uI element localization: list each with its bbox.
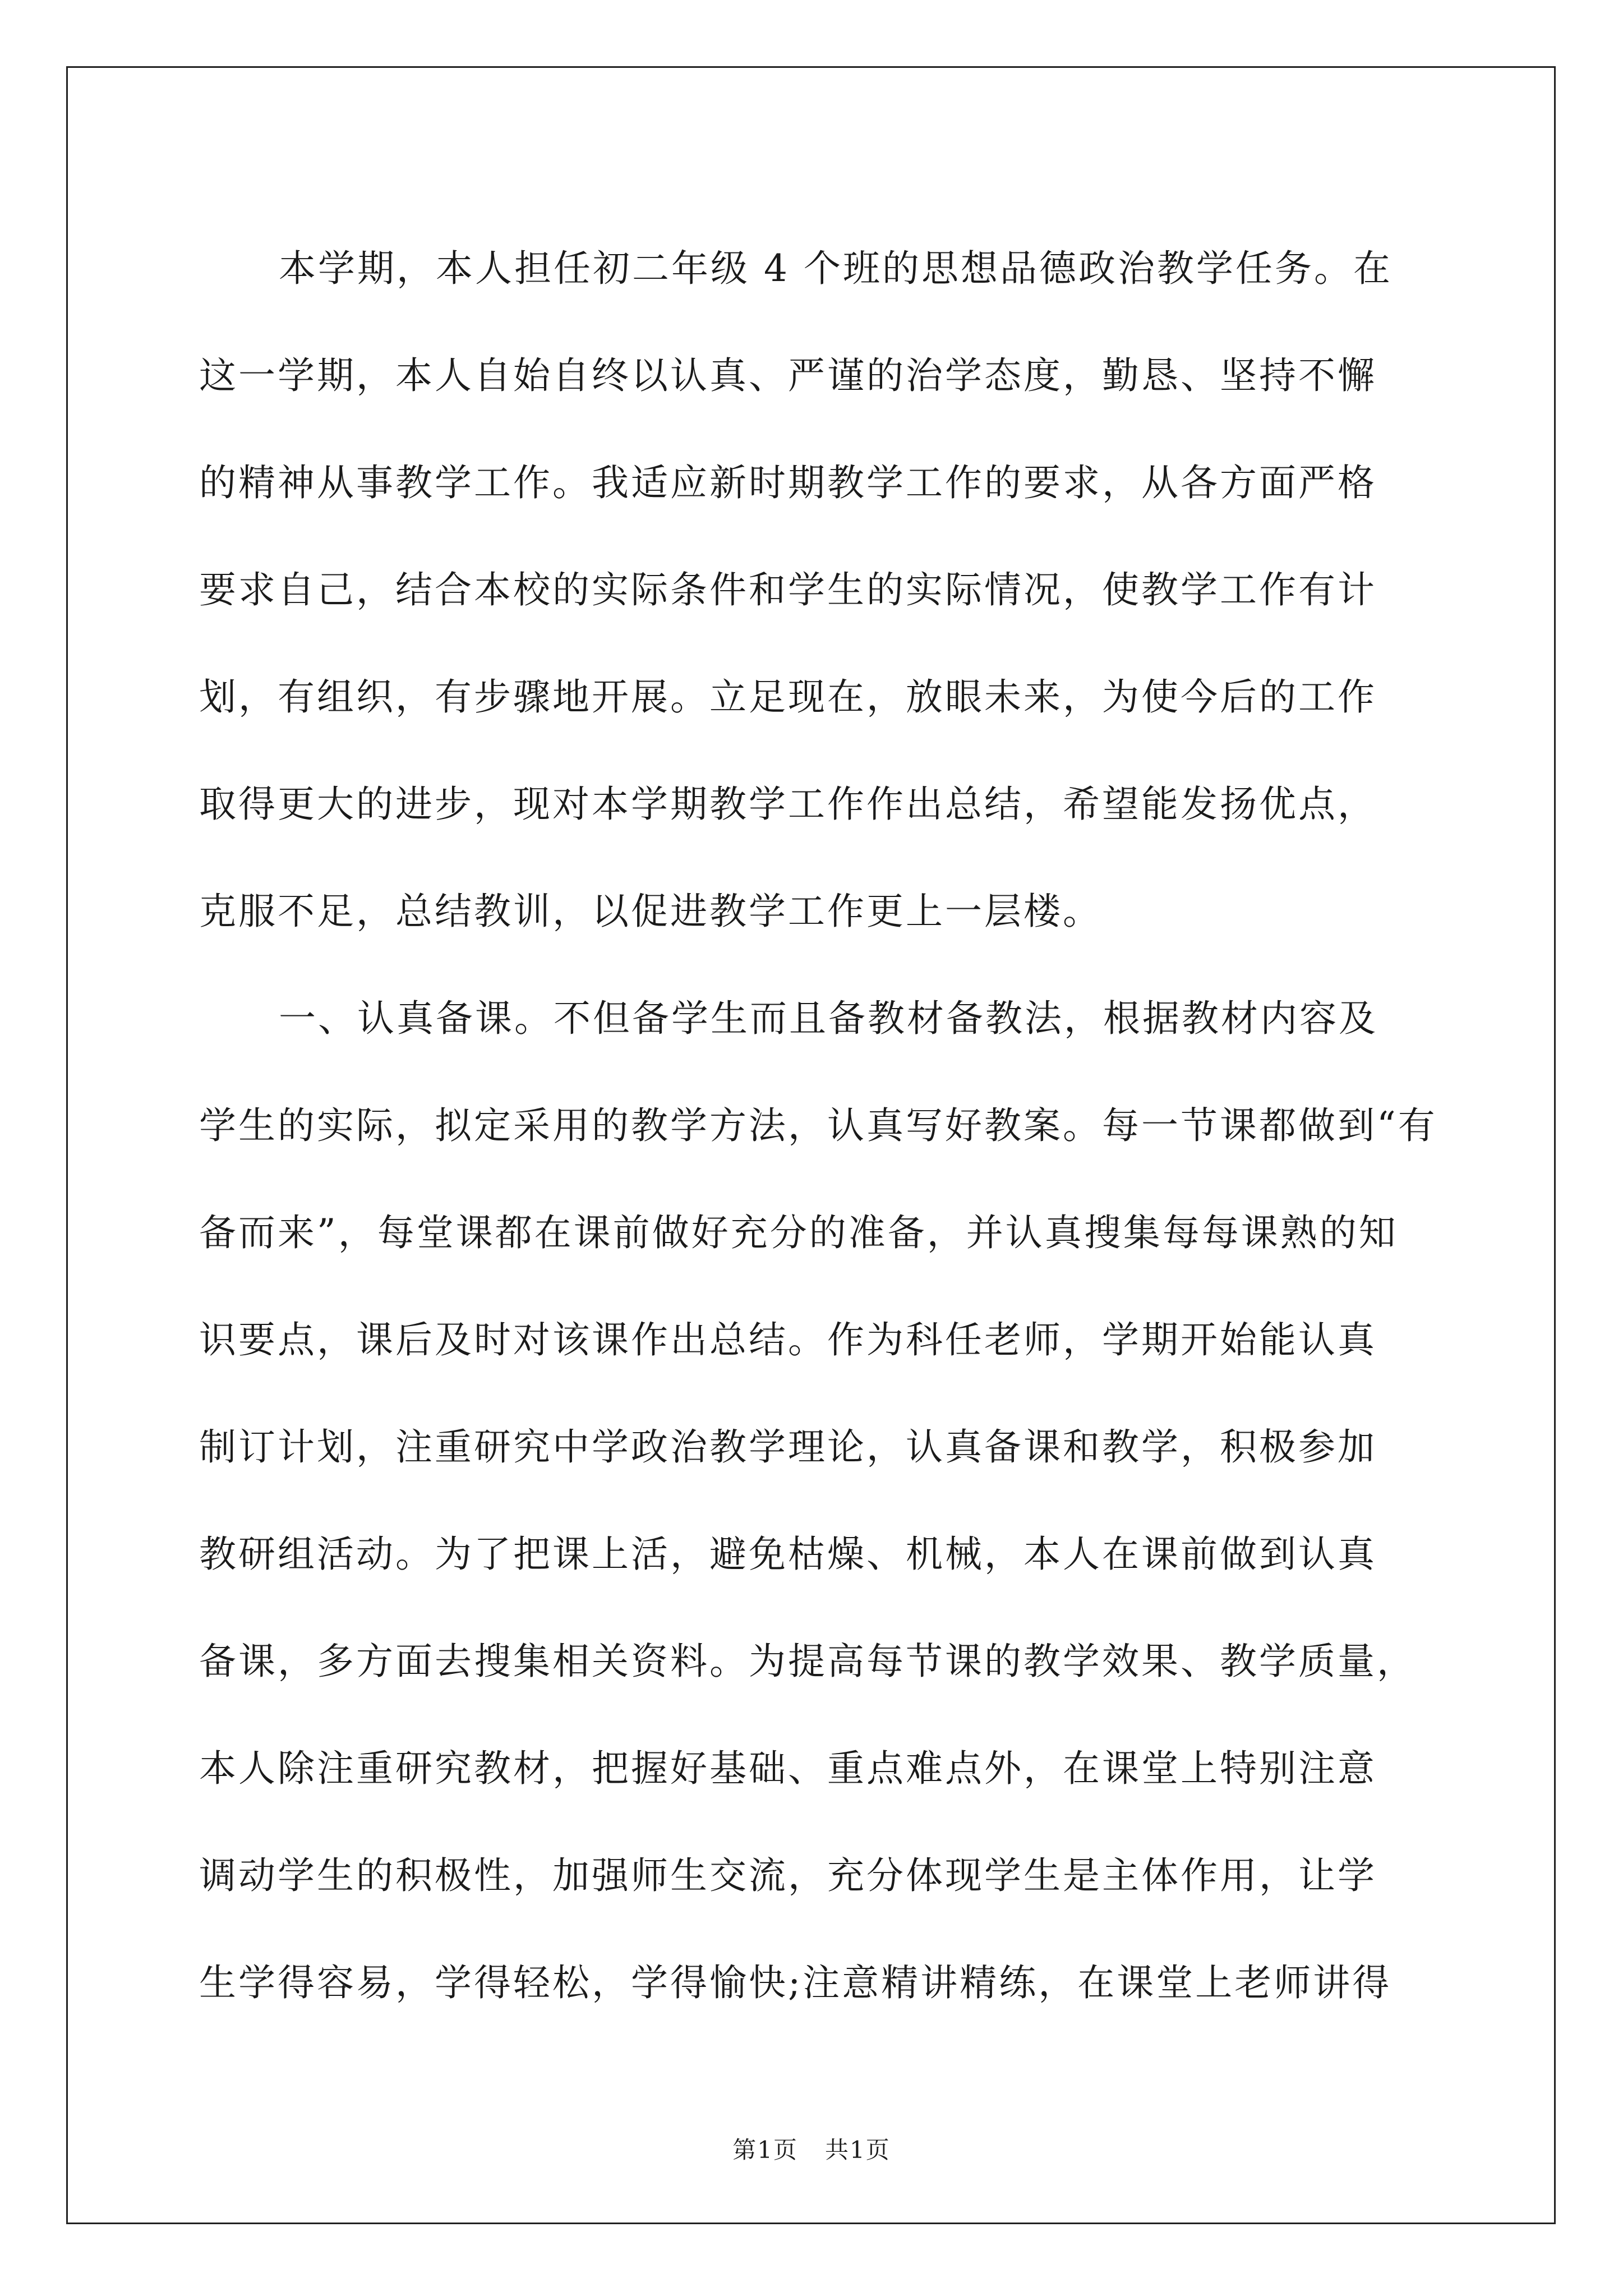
paragraph-line: 要求自己，结合本校的实际条件和学生的实际情况，使教学工作有计 [199,568,1377,611]
paragraph-line: 克服不足，总结教训，以促进教学工作更上一层楼。 [199,890,1102,933]
paragraph-line: 生学得容易，学得轻松，学得愉快;注意精讲精练，在课堂上老师讲得 [199,1961,1392,2004]
document-body [199,215,1437,2036]
paragraph-line: 调动学生的积极性，加强师生交流，充分体现学生是主体作用，让学 [199,1854,1377,1897]
paragraph-line: 识要点，课后及时对该课作出总结。作为科任老师，学期开始能认真 [199,1318,1377,1361]
paragraph-line: 备课，多方面去搜集相关资料。为提高每节课的教学效果、教学质量， [199,1640,1416,1683]
paragraph-1 [199,215,1427,965]
page-footer [0,2132,1623,2165]
paragraph-line: 这一学期，本人自始自终以认真、严谨的治学态度，勤恳、坚持不懈 [199,354,1377,397]
paragraph-line: 制订计划，注重研究中学政治教学理论，认真备课和教学，积极参加 [199,1425,1377,1469]
paragraph-line: 本人除注重研究教材，把握好基础、重点难点外，在课堂上特别注意 [199,1747,1377,1790]
paragraph-line: 的精神从事教学工作。我适应新时期教学工作的要求，从各方面严格 [199,461,1377,504]
paragraph-line: 教研组活动。为了把课上活，避免枯燥、机械，本人在课前做到认真 [199,1533,1377,1576]
paragraph-line: 取得更大的进步，现对本学期教学工作作出总结，希望能发扬优点， [199,783,1377,826]
page-number: 第1页 [732,2136,798,2164]
paragraph-line: 备而来”，每堂课都在课前做好充分的准备，并认真搜集每每课熟的知 [199,1211,1398,1254]
paragraph-2 [199,965,1437,2036]
paragraph-line: 划，有组织，有步骤地开展。立足现在，放眼未来，为使今后的工作 [199,675,1377,719]
paragraph-line: 一、认真备课。不但备学生而且备教材备教法，根据教材内容及 [279,997,1378,1040]
paragraph-line: 本学期，本人担任初二年级 4 个班的思想品德政治教学任务。在 [279,247,1393,290]
page-total: 共1页 [825,2136,891,2164]
paragraph-line: 学生的实际，拟定采用的教学方法，认真写好教案。每一节课都做到“有 [199,1104,1437,1147]
